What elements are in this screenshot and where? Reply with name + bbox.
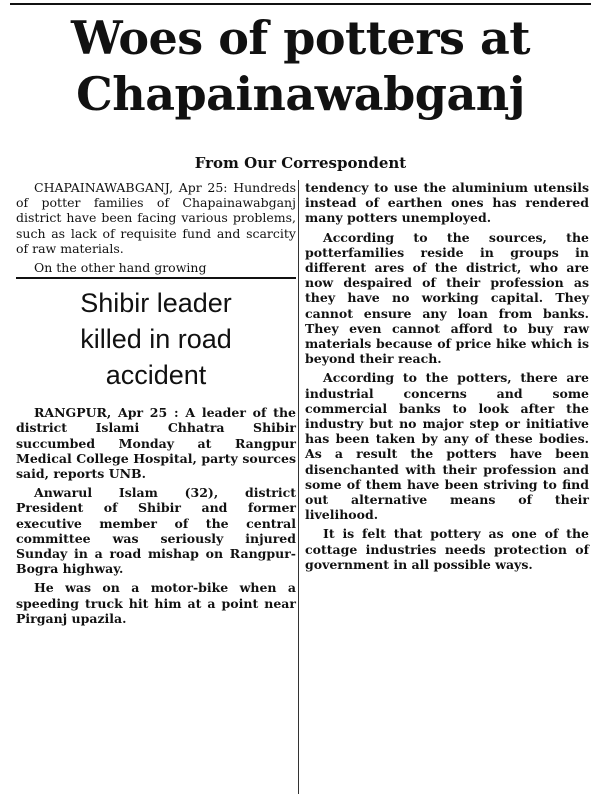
article1-paragraph-4: According to the potters, there are industrial concerns and some commercial banks to look after the industry but no major step or initiative has been taken by any of these bodies. As a result the potters have been disenchanted with their profession and some of them have been striving to find out alternative means of their livelihood. <box>305 370 589 523</box>
article1-paragraph-2-continued: tendency to use the aluminium utensils instead of earthen ones has rendered many potters unemployed. <box>305 180 589 226</box>
left-column <box>16 180 296 800</box>
article2-body <box>16 405 296 626</box>
article1-paragraph-5: It is felt that pottery as one of the cottage industries needs protection of government in all possible ways. <box>305 526 589 572</box>
article-headline <box>0 10 601 122</box>
article2-headline-line-2: killed in road <box>80 324 232 355</box>
article2-headline-line-1: Shibir leader <box>80 288 232 319</box>
article2-paragraph-1 <box>16 405 296 481</box>
byline: From Our Correspondent <box>194 154 407 172</box>
article2-paragraph-3: He was on a motor-bike when a speeding truck hit him at a point near Pirganj upazila. <box>16 580 296 626</box>
article1-paragraph-3: According to the sources, the potterfamilies reside in groups in different ares of the district, who are now despaired of their profession as they have no working capital. They cannot ensure any loan from banks. They even cannot afford to buy raw materials because of price hike which is beyond their reach. <box>305 229 589 367</box>
article1-paragraph-2-start: On the other hand growing <box>34 260 207 276</box>
article2-dateline: RANGPUR, Apr 25 : <box>34 405 179 421</box>
headline-line-2: Chapainawabganj <box>76 67 525 121</box>
right-column <box>305 180 589 800</box>
article2-p1-text: A leader of the district Islami Chhatra Shibir succumbed Monday at Rangpur Medical College Hospital, party sources said, reports UNB. <box>16 405 296 482</box>
article2-paragraph-2: Anwarul Islam (32), district President of Shibir and former executive member of the central committee was seriously injured Sunday in a road mishap on Rangpur-Bogra highway. <box>16 485 296 577</box>
section-divider <box>16 277 296 279</box>
article2-headline-line-3: accident <box>105 360 207 391</box>
article1-paragraph-1 <box>16 180 296 256</box>
column-divider <box>298 180 299 794</box>
article2-headline <box>16 285 296 393</box>
article1-p1-text: Hundreds of potter families of Chapainawabganj district have been facing various problems, such as lack of requisite fund and scarcity of raw materials. <box>16 180 296 256</box>
top-rule <box>10 3 591 5</box>
article1-dateline: CHAPAINAWABGANJ, Apr 25: <box>34 180 228 195</box>
headline-line-1: Woes of potters at <box>70 11 531 65</box>
